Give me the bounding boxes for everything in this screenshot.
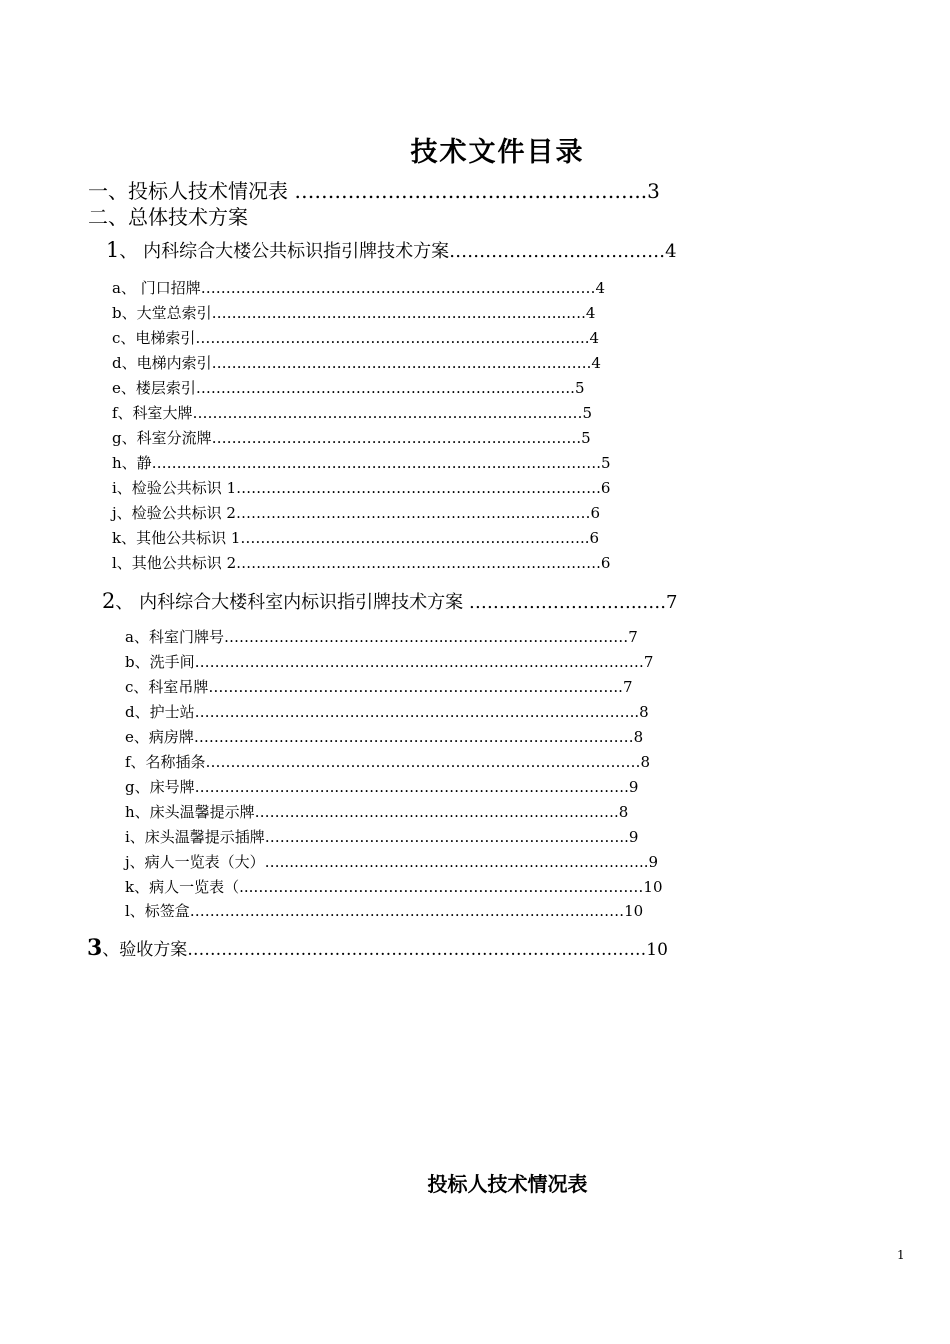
toc-item: i、检验公共标识 1……………………………………………………………….6 — [112, 479, 611, 497]
page-number: 1 — [897, 1248, 905, 1262]
toc-item: g、床号牌………………………..………………………………………………….9 — [125, 778, 639, 796]
toc-part-2-text: 、 内科综合大楼科室内标识指引牌技术方案 ………………………..….7 — [115, 592, 678, 613]
toc-part-3 — [87, 935, 668, 961]
toc-item: d、护士站……………………………………………………………………………..8 — [125, 703, 649, 721]
toc-item: j、病人一览表（大）…...……………………………………………………………..9 — [125, 853, 659, 871]
toc-item: b、洗手间………………………………………...……………………………………7 — [125, 653, 654, 671]
toc-part-2-number: 2 — [102, 589, 116, 613]
section-heading: 投标人技术情况表 — [427, 1172, 588, 1196]
toc-item: b、大堂总索引……………………………………………………………..….4 — [112, 304, 596, 322]
toc-item: g、科室分流牌………………………………………………….…………….5 — [112, 429, 591, 447]
toc-part-1-number: 1 — [106, 238, 120, 262]
toc-part-3-text: 、验收方案………………………………………………………………………10 — [102, 940, 668, 960]
toc-item: k、病人一览表（...……………………………………………………………………10 — [125, 878, 663, 896]
toc-item: h、静……………………………………………………………..……………….5 — [112, 454, 611, 472]
toc-item: j、检验公共标识 2………………………………………………..……………6 — [112, 504, 601, 522]
toc-part-3-number: 3 — [87, 935, 103, 961]
toc-item: c、电梯索引…………………………………………………………………....4 — [112, 329, 600, 347]
toc-entry-2: 二、总体技术方案 — [88, 205, 248, 229]
toc-item: f、名称插条……………………………………………………………………………8 — [125, 753, 651, 771]
toc-item: d、电梯内索引………………………………………………………………….4 — [112, 354, 601, 372]
toc-item: f、科室大牌……………………………………………………………………5 — [112, 404, 593, 422]
document-title: 技术文件目录 — [410, 137, 585, 168]
toc-entry-1: 一、投标人技术情况表 ……………………………………………..3 — [88, 179, 660, 203]
toc-item: l、标签盒……………………………………………………………………...……10 — [125, 902, 644, 920]
toc-item: e、楼层索引……………………………………………………..…………..5 — [112, 379, 585, 397]
toc-item: c、科室吊牌………………………………………………………………………..7 — [125, 678, 633, 696]
toc-item: k、其他公共标识 1………………………………………………..…………..6 — [112, 529, 600, 547]
toc-item: h、床头温馨提示牌…………...………………………………………………….8 — [125, 803, 629, 821]
toc-part-1 — [106, 237, 677, 263]
toc-item: e、病房牌……………………….……………………………………………………8 — [125, 728, 644, 746]
toc-item: i、床头温馨提示插牌……..………………………………………………………..9 — [125, 828, 639, 846]
toc-part-2 — [102, 588, 677, 614]
toc-item: l、其他公共标识 2……………………………………………………………….6 — [112, 554, 611, 572]
toc-part-1-text: 、 内科综合大楼公共标识指引牌技术方案………………………………4 — [119, 241, 677, 262]
toc-item: a、科室门牌号……………………………………...………………………………7 — [125, 628, 638, 646]
toc-item: a、 门口招牌……………………………………………………………….……4 — [112, 279, 606, 297]
